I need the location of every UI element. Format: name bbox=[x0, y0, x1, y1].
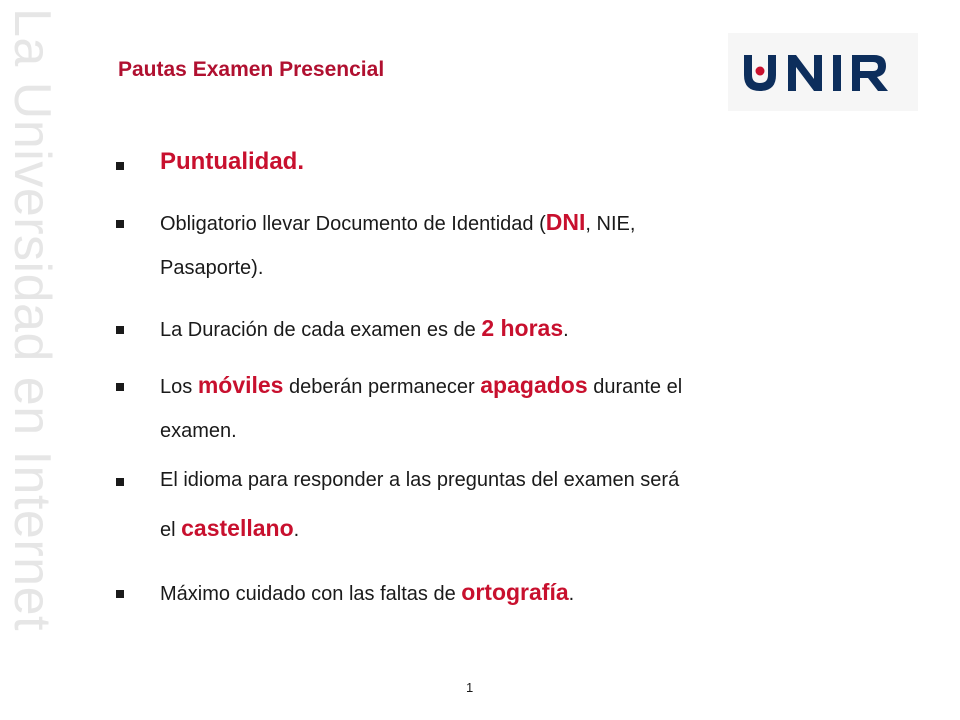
highlight-text: móviles bbox=[197, 372, 284, 398]
highlight-text: apagados bbox=[480, 372, 588, 398]
bullet-text-part: el bbox=[160, 519, 182, 541]
bullet-text-part: Los bbox=[160, 376, 198, 398]
bullet-marker bbox=[116, 326, 124, 334]
bullet-marker bbox=[116, 383, 124, 391]
highlight-text: DNI bbox=[545, 209, 586, 235]
highlight-text: castellano bbox=[181, 515, 294, 541]
bullet-text-part: Obligatorio llevar Documento de Identidad ( bbox=[160, 213, 546, 235]
side-watermark-text: La Universidad en Internet bbox=[3, 8, 61, 631]
bullet-text-part: durante el bbox=[587, 376, 683, 398]
bullet-text bbox=[160, 579, 860, 605]
highlight-text: 2 horas bbox=[481, 315, 564, 341]
bullet-text bbox=[160, 148, 860, 175]
page-number: 1 bbox=[466, 680, 474, 695]
unir-logo-graphic bbox=[728, 33, 918, 111]
bullet-text-line2: Pasaporte). bbox=[160, 257, 264, 279]
bullet-text-part: . bbox=[563, 319, 569, 341]
bullet-text-part: Máximo cuidado con las faltas de bbox=[160, 583, 462, 605]
bullet-text-part: . bbox=[293, 519, 300, 541]
bullet-text bbox=[160, 372, 860, 442]
bullet-marker bbox=[116, 478, 124, 486]
bullet-text-line1: El idioma para responder a las preguntas del examen será bbox=[160, 469, 680, 491]
bullet-text-line2: examen. bbox=[160, 420, 237, 442]
bullet-marker bbox=[116, 590, 124, 598]
bullet-text-part: deberán permanecer bbox=[283, 376, 481, 398]
bullet-marker bbox=[116, 162, 124, 170]
bullet-text bbox=[160, 315, 860, 341]
slide-title: Pautas Examen Presencial bbox=[118, 58, 385, 81]
bullet-text-part: . bbox=[568, 583, 575, 605]
bullet-text bbox=[160, 209, 860, 279]
highlight-text: ortografía bbox=[461, 579, 569, 605]
unir-logo bbox=[728, 33, 918, 111]
bullet-text bbox=[160, 470, 860, 540]
bullet-marker bbox=[116, 220, 124, 228]
bullet-text-part: , NIE, bbox=[585, 213, 636, 235]
highlight-text: Puntualidad. bbox=[160, 148, 304, 175]
bullet-text-part: La Duración de cada examen es de bbox=[160, 319, 482, 341]
